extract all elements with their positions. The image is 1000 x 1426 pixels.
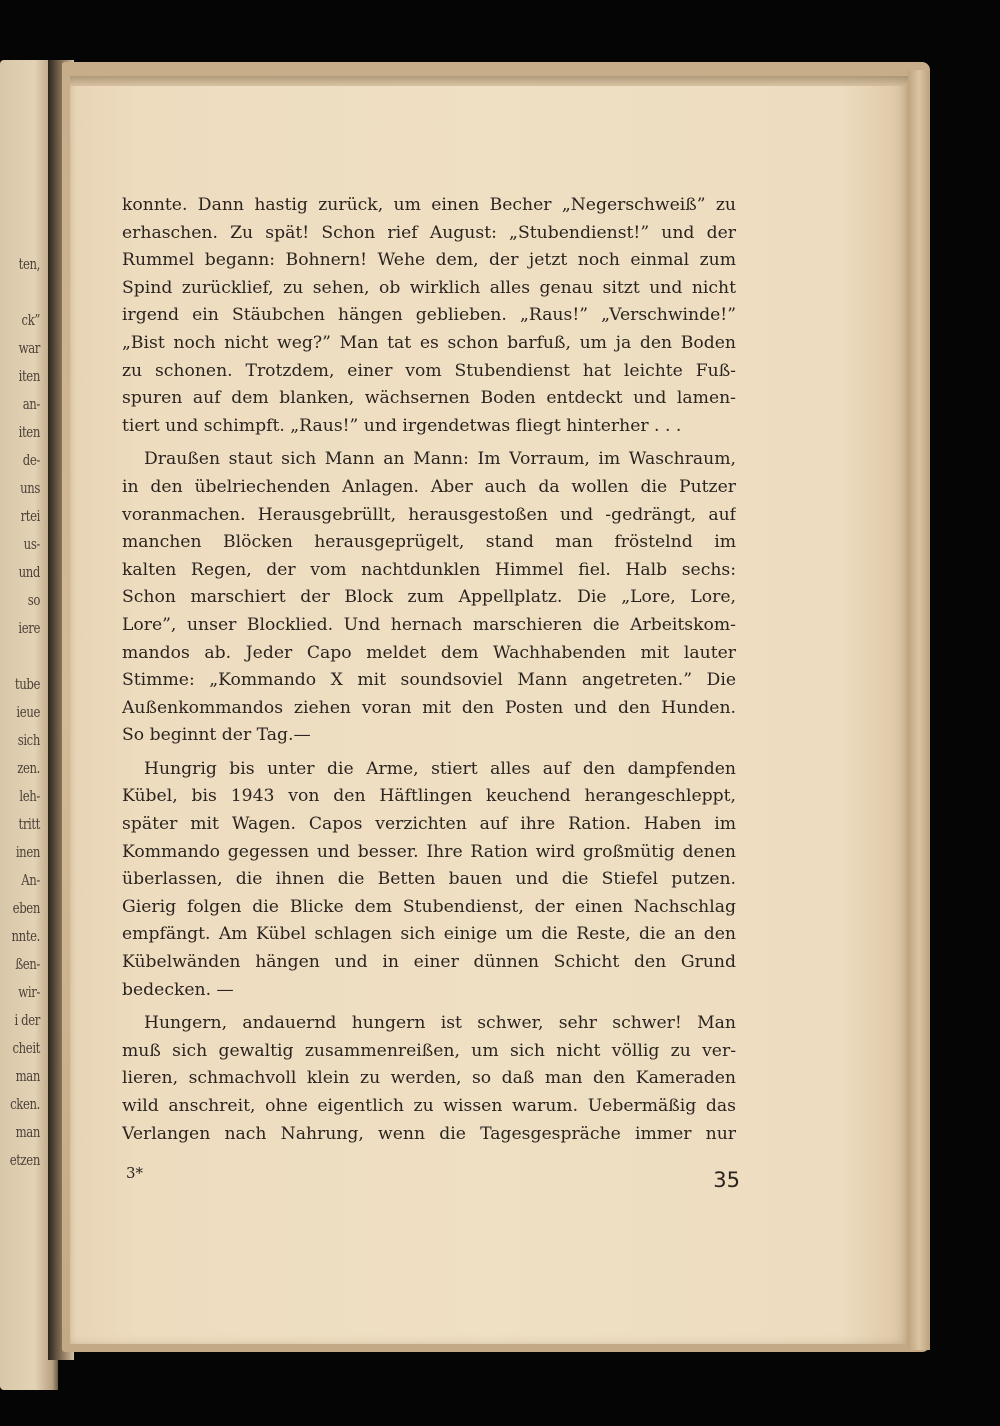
text-line: Hungern, andauernd hungern ist schwer, sehr schwer! Man <box>144 1013 736 1034</box>
text-line: manchen Blöcken herausgeprügelt, stand man fröstelnd im <box>122 532 736 553</box>
text-line: spuren auf dem blanken, wächsernen Boden entdeckt und lamen- <box>122 388 736 409</box>
left-fragment: cheit <box>12 1039 40 1057</box>
text-line: Stimme: „Kommando X mit soundsoviel Mann angetreten.” Die <box>122 670 736 691</box>
left-fragment: ieue <box>16 703 40 721</box>
text-line: Rummel begann: Bohnern! Wehe dem, der jetzt noch einmal zum <box>122 250 736 271</box>
left-fragment: sich <box>17 731 40 749</box>
page-stack-edge <box>908 70 930 1350</box>
left-fragment: rtei <box>20 507 40 525</box>
paragraph <box>122 446 736 750</box>
left-fragment: etzen <box>9 1151 40 1169</box>
text-line: Hungrig bis unter die Arme, stiert alles auf den dampfenden <box>144 758 736 779</box>
left-page-text-fragments <box>9 250 40 1174</box>
left-fragment: und <box>18 563 40 581</box>
left-fragment: war <box>18 339 40 357</box>
left-fragment: zen. <box>17 759 40 777</box>
text-line: muß sich gewaltig zusammenreißen, um sich nicht völlig zu ver- <box>122 1040 736 1061</box>
text-line: Kübel, bis 1943 von den Häftlingen keuchend herangeschleppt, <box>122 786 736 807</box>
text-line: Kübelwänden hängen und in einer dünnen Schicht den Grund <box>122 952 736 973</box>
left-fragment: man <box>15 1067 40 1085</box>
text-line: wild anschreit, ohne eigentlich zu wissen warum. Uebermäßig das <box>122 1096 736 1116</box>
text-line: mandos ab. Jeder Capo meldet dem Wachhabenden mit lauter <box>122 642 736 663</box>
left-fragment: so <box>27 591 40 609</box>
text-line: voranmachen. Herausgebrüllt, herausgestoßen und -gedrängt, auf <box>122 504 736 525</box>
text-line: in den übelriechenden Anlagen. Aber auch da wollen die Putzer <box>122 476 736 497</box>
left-fragment: leh- <box>19 787 40 805</box>
left-fragment: ßen- <box>15 955 41 973</box>
paragraph <box>122 756 736 1004</box>
text-line: später mit Wagen. Capos verzichten auf ihre Ration. Haben im <box>122 814 736 835</box>
text-line: tiert und schimpft. „Raus!” und irgendetwas fliegt hinterher . . . <box>122 415 682 436</box>
text-line: Kommando gegessen und besser. Ihre Ration wird großmütig denen <box>122 841 736 862</box>
text-line: Gierig folgen die Blicke dem Stubendienst, der einen Nachschlag <box>122 896 736 917</box>
text-line: „Bist noch nicht weg?” Man tat es schon barfuß, um ja den Boden <box>122 332 736 353</box>
left-fragment: cken. <box>10 1095 40 1113</box>
text-line: zu schonen. Trotzdem, einer vom Stubendienst hat leichte Fuß- <box>122 360 736 381</box>
left-fragment: ck” <box>21 311 40 329</box>
left-fragment: inen <box>15 843 41 861</box>
text-line: Verlangen nach Nahrung, wenn die Tagesgespräche immer nur <box>122 1123 736 1144</box>
text-line: Lore”, unser Blocklied. Und hernach marschieren die Arbeitskom- <box>122 614 736 635</box>
left-fragment: tube <box>14 675 40 693</box>
text-line: konnte. Dann hastig zurück, um einen Becher „Negerschweiß” zu <box>122 195 736 215</box>
page-body-text <box>122 192 736 1148</box>
left-fragment: an- <box>22 395 40 413</box>
text-line: Draußen staut sich Mann an Mann: Im Vorraum, im Waschraum, <box>144 449 736 470</box>
left-fragment: i der <box>14 1011 40 1029</box>
text-line: irgend ein Stäubchen hängen geblieben. „Raus!” „Verschwinde!” <box>122 305 736 326</box>
text-line: kalten Regen, der vom nachtdunklen Himmel fiel. Halb sechs: <box>122 559 736 580</box>
left-fragment: wir- <box>18 983 40 1001</box>
text-line: überlassen, die ihnen die Betten bauen und die Stiefel putzen. <box>122 869 736 890</box>
page-top-edge <box>70 76 908 86</box>
left-fragment <box>9 642 40 670</box>
text-line: Außenkommandos ziehen voran mit den Posten und den Hunden. <box>122 697 736 718</box>
text-line: lieren, schmachvoll klein zu werden, so daß man den Kameraden <box>122 1068 736 1089</box>
left-fragment: iten <box>18 367 40 385</box>
text-line: Spind zurücklief, zu sehen, ob wirklich alles genau sitzt und nicht <box>122 277 736 298</box>
text-line: erhaschen. Zu spät! Schon rief August: „Stubendienst!” und der <box>122 222 736 243</box>
left-fragment: iten <box>18 423 40 441</box>
paragraph <box>122 1010 736 1148</box>
left-fragment: man <box>15 1123 40 1141</box>
left-fragment: iere <box>18 619 40 637</box>
text-line: So beginnt der Tag.— <box>122 725 311 746</box>
left-fragment <box>9 278 40 306</box>
left-fragment: us- <box>23 535 40 553</box>
signature-mark: 3* <box>126 1164 144 1182</box>
text-line: Schon marschiert der Block zum Appellplatz. Die „Lore, Lore, <box>122 587 736 608</box>
text-line: bedecken. — <box>122 979 234 1000</box>
left-fragment: ten, <box>18 255 40 273</box>
left-fragment: eben <box>12 899 41 917</box>
left-fragment: tritt <box>18 815 40 833</box>
left-fragment: de- <box>22 451 40 469</box>
page-number: 35 <box>713 1168 740 1192</box>
text-line: empfängt. Am Kübel schlagen sich einige um die Reste, die an den <box>122 924 736 945</box>
left-fragment: nnte. <box>11 927 40 945</box>
left-fragment: An- <box>21 871 40 889</box>
left-fragment: uns <box>20 479 40 497</box>
paragraph <box>122 192 736 440</box>
